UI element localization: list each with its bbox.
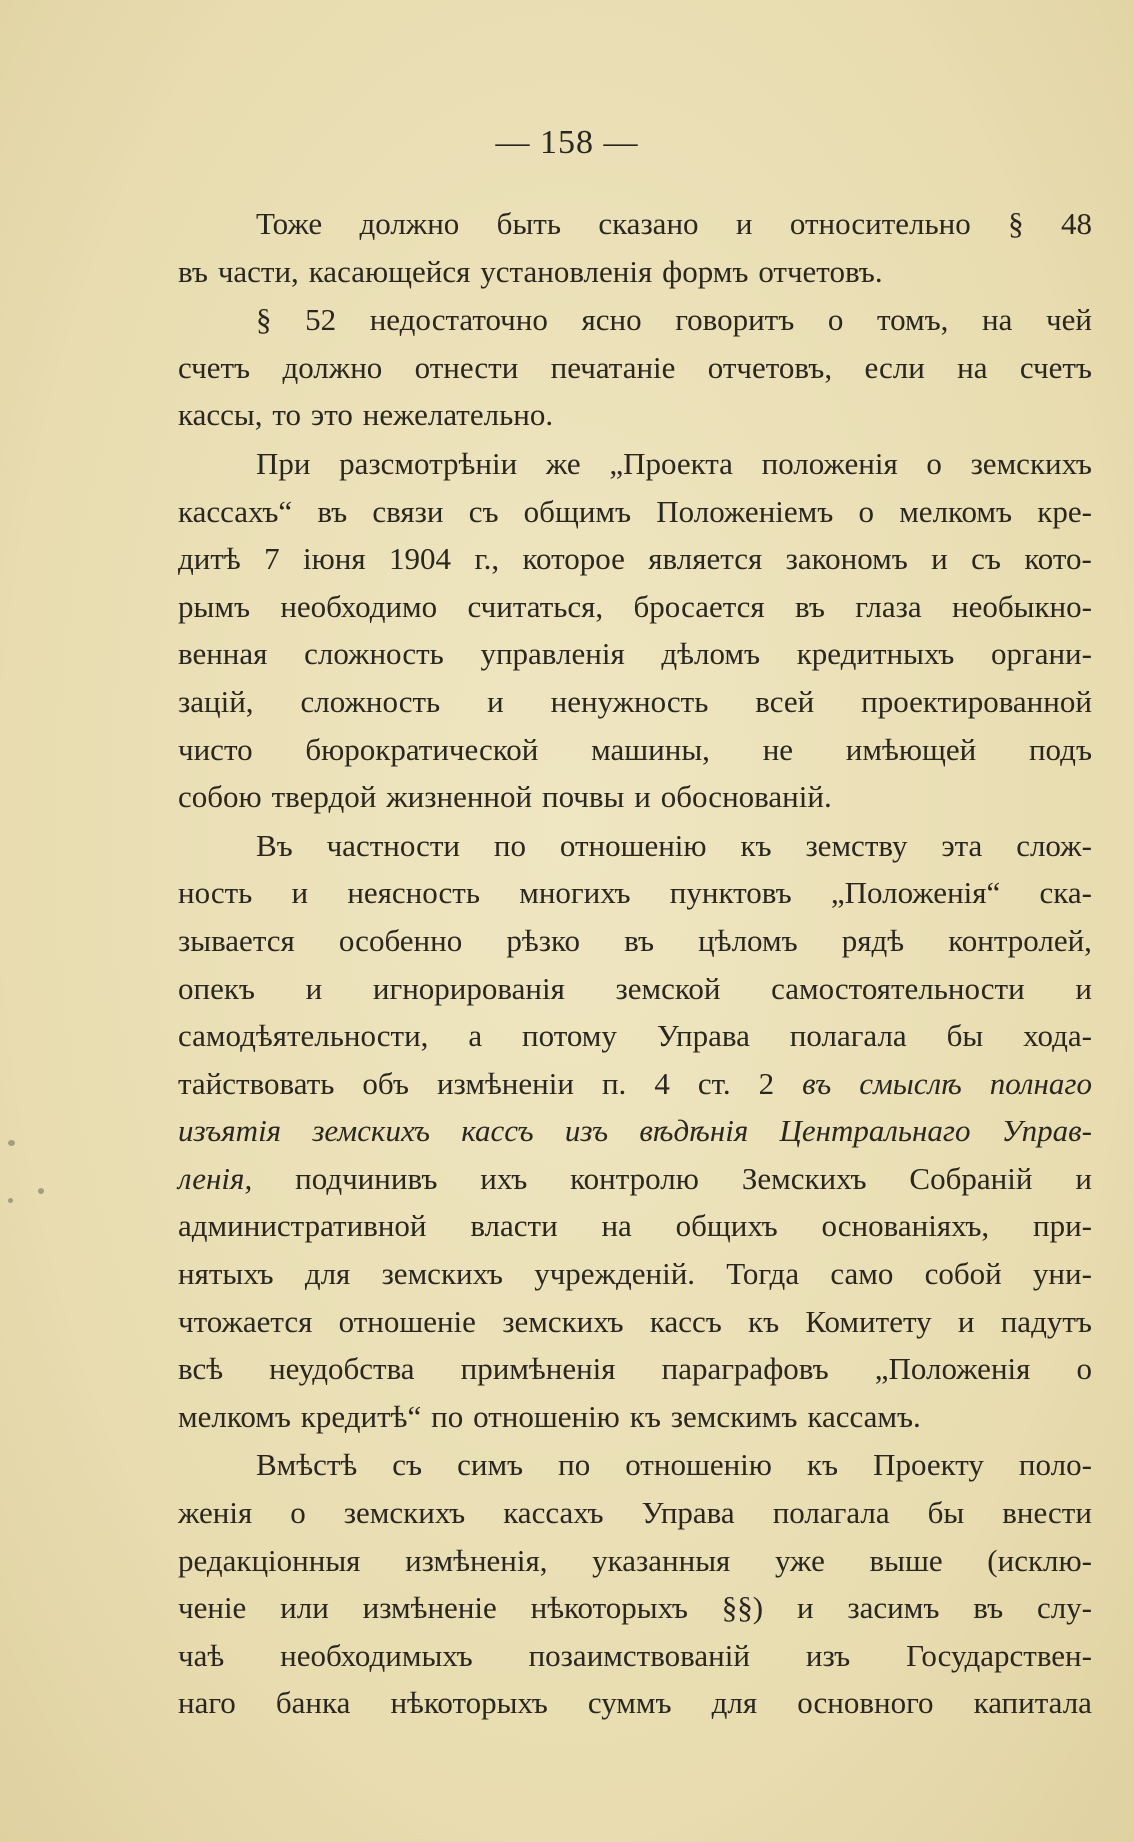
text-line	[178, 869, 1092, 917]
word: необходимыхъ	[280, 1637, 473, 1673]
text-line	[178, 773, 1092, 821]
word: измѣненіи	[436, 1065, 574, 1101]
word: вѣдѣнія	[639, 1113, 749, 1149]
word: контролю	[570, 1160, 699, 1196]
word: мелкомъ	[178, 1398, 291, 1434]
word: управленія	[480, 636, 625, 672]
word: отчетовъ,	[707, 349, 833, 385]
word: закономъ	[785, 541, 908, 577]
word: внести	[1002, 1495, 1092, 1531]
word: кассы,	[178, 397, 263, 433]
word: наго	[178, 1685, 236, 1721]
word: капитала	[973, 1685, 1092, 1721]
word: §	[256, 302, 272, 338]
word: считаться,	[467, 588, 604, 624]
word: проектированной	[861, 683, 1092, 719]
word: Въ	[256, 827, 293, 863]
word: мелкомъ	[899, 493, 1013, 529]
word: для	[304, 1256, 351, 1292]
word: Государствен-	[906, 1637, 1092, 1673]
word: съ	[468, 493, 499, 529]
word: неясность	[347, 875, 480, 911]
word: чей	[1046, 302, 1092, 338]
word: объ	[362, 1065, 409, 1101]
word: параграфовъ	[661, 1351, 829, 1387]
ink-spot	[8, 1198, 13, 1203]
word: позаимствованій	[528, 1637, 750, 1673]
word: то	[272, 397, 301, 433]
text-line	[178, 822, 1092, 870]
word: опекъ	[178, 970, 255, 1006]
word: 4	[654, 1065, 670, 1101]
word: формъ	[662, 253, 749, 289]
word: подъ	[1028, 731, 1092, 767]
word: засимъ	[847, 1590, 940, 1626]
word: 52	[305, 302, 337, 338]
word: обоснованій.	[660, 779, 832, 815]
word: тайствовать	[178, 1065, 335, 1101]
word: кассахъ“	[178, 493, 293, 529]
word: быть	[496, 206, 561, 241]
word: рѣзко	[506, 922, 580, 958]
word: изъ	[805, 1637, 851, 1673]
text-line	[178, 200, 1092, 248]
word: собой	[924, 1256, 1002, 1292]
word: нежелательно.	[362, 397, 554, 433]
word: сказано	[598, 206, 699, 241]
word: полагала	[772, 1495, 890, 1531]
word: почвы	[542, 779, 625, 815]
ink-spot	[38, 1188, 44, 1194]
word: недостаточно	[369, 302, 548, 338]
word: ясно	[581, 302, 642, 338]
word: касающейся	[308, 253, 471, 289]
word: общихъ	[675, 1208, 778, 1244]
word: томъ,	[876, 302, 949, 338]
word: пунктовъ	[669, 875, 792, 911]
word: §	[1008, 206, 1024, 241]
word: съ	[971, 541, 1001, 577]
text-line	[178, 1012, 1092, 1060]
word: „Положенія“	[830, 875, 1001, 911]
ink-spot	[8, 1140, 15, 1146]
word: имѣющей	[845, 731, 977, 767]
word: изъ	[564, 1113, 609, 1149]
word: кассамъ.	[807, 1398, 921, 1434]
word: сложность	[304, 636, 444, 672]
word: и	[957, 1303, 975, 1339]
word: „Положенія	[874, 1351, 1031, 1387]
word: въ	[624, 922, 655, 958]
word: относительно	[789, 206, 971, 241]
word: неудобства	[269, 1351, 415, 1387]
word: говоритъ	[675, 302, 795, 338]
word: ченіе	[178, 1590, 247, 1626]
word: къ	[806, 1447, 839, 1483]
word: если	[864, 349, 925, 385]
text-line	[178, 1202, 1092, 1250]
word: общимъ	[523, 493, 632, 529]
word: кредитныхъ	[796, 636, 955, 672]
word: §§)	[721, 1590, 764, 1626]
word: г.,	[474, 541, 500, 577]
word: по	[493, 827, 526, 863]
word: указанныя	[592, 1542, 731, 1578]
word: кассъ	[649, 1303, 722, 1339]
word: венная	[178, 636, 268, 672]
text-line	[178, 965, 1092, 1013]
word: счетъ	[178, 349, 251, 385]
word: земскихъ	[502, 1303, 624, 1339]
word: уни-	[1032, 1256, 1092, 1292]
word: машины,	[591, 731, 710, 767]
word: на	[601, 1208, 632, 1244]
word: нѣкоторыхъ	[530, 1590, 688, 1626]
word: Проекту	[873, 1447, 984, 1483]
word: и	[305, 970, 323, 1006]
page-number: — 158 —	[495, 124, 639, 161]
word: зывается	[178, 922, 295, 958]
word: Комитету	[805, 1303, 932, 1339]
word: ность	[178, 875, 253, 911]
word: изъятія	[178, 1113, 282, 1149]
word: самодѣятельности,	[178, 1018, 429, 1054]
word: установленія	[480, 253, 653, 289]
word: кассъ	[461, 1113, 534, 1149]
word: кре-	[1037, 493, 1092, 529]
word: Вмѣстѣ	[256, 1447, 358, 1483]
word: чисто	[178, 731, 253, 767]
word: на	[957, 349, 988, 385]
word: п.	[601, 1065, 627, 1101]
word: 1904	[389, 541, 452, 577]
word: всей	[755, 683, 815, 719]
word: женія	[178, 1495, 253, 1531]
word: земству	[805, 827, 908, 863]
word: твердой	[271, 779, 377, 815]
word: въ	[795, 588, 825, 624]
word: необходимо	[280, 588, 438, 624]
word: выше	[869, 1542, 943, 1578]
text-line	[178, 583, 1092, 631]
word: „Проекта	[609, 445, 733, 481]
word: и	[487, 683, 504, 719]
word: нѣкоторыхъ	[390, 1685, 548, 1721]
text-line	[178, 917, 1092, 965]
word: игнорированія	[372, 970, 565, 1006]
word: и	[634, 779, 651, 815]
text-line	[178, 1155, 1092, 1203]
word: ненужность	[550, 683, 709, 719]
word: отношеніе	[338, 1303, 476, 1339]
text-line	[178, 1298, 1092, 1346]
word: примѣненія	[460, 1351, 616, 1387]
word: въ	[317, 493, 348, 529]
word: въ	[802, 1065, 832, 1101]
word: земской	[615, 970, 721, 1006]
word: кото-	[1024, 541, 1092, 577]
word: ихъ	[480, 1160, 528, 1196]
word: основаніяхъ,	[821, 1208, 990, 1244]
text-line	[178, 1584, 1092, 1632]
word: суммъ	[587, 1685, 672, 1721]
word: собою	[178, 779, 262, 815]
word: въ	[973, 1590, 1004, 1626]
text-line	[178, 391, 1092, 439]
word: должно	[359, 206, 460, 241]
word: о	[926, 445, 942, 481]
word: Положеніемъ	[656, 493, 834, 529]
word: глаза	[855, 588, 922, 624]
text-line	[178, 1632, 1092, 1680]
word: 7	[264, 541, 280, 577]
word: а	[468, 1018, 483, 1054]
word: учрежденій.	[534, 1256, 696, 1292]
text-line	[178, 248, 1092, 296]
text-line	[178, 678, 1092, 726]
word: многихъ	[519, 875, 631, 911]
word: или	[280, 1590, 329, 1626]
word: основного	[797, 1685, 934, 1721]
word: земскимъ	[670, 1398, 798, 1434]
word: при-	[1032, 1208, 1092, 1244]
word: поло-	[1018, 1447, 1092, 1483]
word: жизненной	[386, 779, 533, 815]
word: Тогда	[726, 1256, 800, 1292]
word: Управ-	[1001, 1113, 1092, 1149]
word: въ	[178, 253, 208, 289]
word: къ	[629, 1398, 661, 1434]
text-line	[178, 1489, 1092, 1537]
word: къ	[740, 827, 772, 863]
word: Управа	[656, 1018, 750, 1054]
word: уже	[774, 1542, 825, 1578]
text-line	[178, 1250, 1092, 1298]
word: является	[648, 541, 763, 577]
word: іюня	[303, 541, 366, 577]
word: и	[735, 206, 753, 241]
text-line	[178, 535, 1092, 583]
word: Тоже	[256, 206, 323, 241]
word: слож-	[1016, 827, 1092, 863]
word: измѣненія,	[405, 1542, 548, 1578]
word: дитѣ	[178, 541, 241, 577]
word: земскихъ	[970, 445, 1092, 481]
text-line	[178, 726, 1092, 774]
word: счетъ	[1019, 349, 1092, 385]
word: ст.	[697, 1065, 731, 1101]
word: редакціонныя	[178, 1542, 361, 1578]
word: отнести	[414, 349, 519, 385]
word: симъ	[457, 1447, 524, 1483]
word: земскихъ	[381, 1256, 503, 1292]
word: нятыхъ	[178, 1256, 274, 1292]
word: хода-	[1023, 1018, 1092, 1054]
word: При	[256, 445, 311, 481]
word: земскихъ	[312, 1113, 431, 1149]
text-line	[178, 1679, 1092, 1727]
word: отношенію	[625, 1447, 772, 1483]
word: бюрократической	[305, 731, 539, 767]
word: это	[310, 397, 353, 433]
word: же	[545, 445, 581, 481]
text-line	[178, 344, 1092, 392]
word: ленія,	[178, 1160, 253, 1196]
word: которое	[522, 541, 625, 577]
word: земскихъ	[343, 1495, 466, 1531]
word: должно	[282, 349, 383, 385]
word: къ	[748, 1303, 780, 1339]
word: слу-	[1036, 1590, 1092, 1626]
word: власти	[470, 1208, 558, 1244]
word: особенно	[338, 922, 463, 958]
body-text	[178, 200, 1092, 1727]
word: для	[711, 1685, 758, 1721]
word: банка	[275, 1685, 351, 1721]
word: бы	[946, 1018, 984, 1054]
text-line	[178, 440, 1092, 488]
word: отношенію	[473, 1398, 620, 1434]
word: дѣломъ	[661, 636, 761, 672]
word: (исклю-	[987, 1542, 1092, 1578]
word: не	[762, 731, 794, 767]
word: 2	[758, 1065, 775, 1101]
text-line	[178, 1393, 1092, 1441]
word: о	[858, 493, 874, 529]
word: административной	[178, 1208, 427, 1244]
word: части,	[217, 253, 299, 289]
text-line	[178, 296, 1092, 344]
text-line	[178, 1345, 1092, 1393]
word: кредитѣ“	[300, 1398, 422, 1434]
word: измѣненіе	[362, 1590, 497, 1626]
word: о	[290, 1495, 306, 1531]
word: связи	[372, 493, 444, 529]
text-line	[178, 1060, 1092, 1108]
word: сложность	[300, 683, 441, 719]
text-line	[178, 1537, 1092, 1585]
word: Собраній	[909, 1160, 1033, 1196]
word: чаѣ	[178, 1637, 225, 1673]
word: подчинивъ	[295, 1160, 438, 1196]
word: самостоятельности	[771, 970, 1025, 1006]
word: рымъ	[178, 588, 250, 624]
word: потому	[522, 1018, 617, 1054]
word: на	[982, 302, 1013, 338]
word: цѣломъ	[698, 922, 798, 958]
word: смыслѣ	[859, 1065, 962, 1101]
word: бы	[927, 1495, 965, 1531]
word: 48	[1060, 206, 1092, 241]
word: съ	[392, 1447, 423, 1483]
word: разсмотрѣніи	[339, 445, 518, 481]
text-line	[178, 1441, 1092, 1489]
word: полагала	[789, 1018, 907, 1054]
word: бросается	[633, 588, 765, 624]
word: по	[431, 1398, 464, 1434]
word: по	[558, 1447, 591, 1483]
word: частности	[326, 827, 461, 863]
word: чтожается	[178, 1303, 313, 1339]
word: о	[827, 302, 844, 338]
word: всѣ	[178, 1351, 224, 1387]
word: и	[796, 1590, 814, 1626]
word: необыкно-	[952, 588, 1092, 624]
word: органи-	[990, 636, 1092, 672]
word: и	[291, 875, 309, 911]
word: положенія	[761, 445, 898, 481]
text-line	[178, 630, 1092, 678]
word: и	[1075, 1160, 1092, 1196]
word: отношенію	[559, 827, 707, 863]
word: кассахъ	[503, 1495, 604, 1531]
word: о	[1076, 1351, 1092, 1387]
word: ска-	[1039, 875, 1092, 911]
word: Земскихъ	[741, 1160, 867, 1196]
word: и	[931, 541, 948, 577]
word: эта	[941, 827, 983, 863]
word: и	[1075, 970, 1092, 1006]
word: полнаго	[989, 1065, 1092, 1101]
word: Центральнаго	[779, 1113, 971, 1149]
word: рядѣ	[841, 922, 905, 958]
word: падутъ	[1000, 1303, 1092, 1339]
word: отчетовъ.	[758, 253, 883, 289]
text-line	[178, 488, 1092, 536]
word: контролей,	[948, 922, 1092, 958]
word: зацій,	[178, 683, 254, 719]
word: Управа	[641, 1495, 735, 1531]
word: печатаніе	[550, 349, 676, 385]
text-line	[178, 1107, 1092, 1155]
word: само	[830, 1256, 894, 1292]
